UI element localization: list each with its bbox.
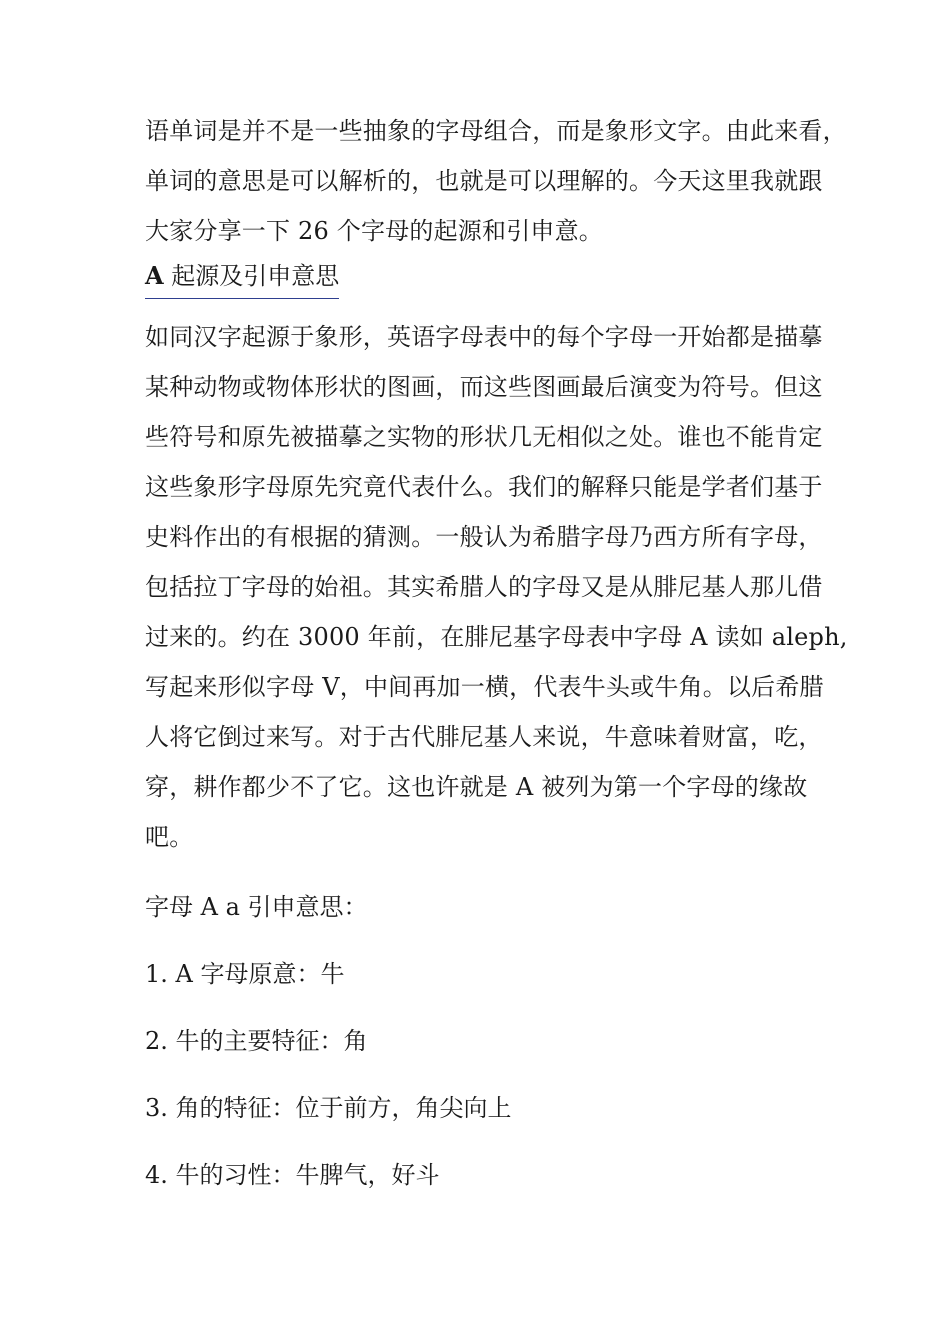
meaning-list-item: 2. 牛的主要特征：角 xyxy=(145,1027,368,1055)
intro-line: 单词的意思是可以解析的，也就是可以理解的。今天这里我就跟 xyxy=(145,167,823,195)
spacer xyxy=(145,862,815,874)
body-line: 史料作出的有根据的猜测。一般认为希腊字母乃西方所有字母， xyxy=(145,523,823,551)
body-paragraph xyxy=(145,312,848,862)
meanings-title: 字母 A a 引申意思： xyxy=(145,893,368,921)
body-line: 过来的。约在 3000 年前，在腓尼基字母表中字母 A 读如 aleph, xyxy=(145,623,848,651)
intro-paragraph xyxy=(145,106,847,256)
section-heading-letter: A xyxy=(145,261,164,290)
meaning-list-item: 3. 角的特征：位于前方，角尖向上 xyxy=(145,1094,512,1122)
section-heading-link[interactable] xyxy=(145,256,339,299)
intro-line: 语单词是并不是一些抽象的字母组合，而是象形文字。由此来看， xyxy=(145,117,847,145)
section-heading-title: 起源及引申意思 xyxy=(163,262,340,290)
body-line: 些符号和原先被描摹之实物的形状几无相似之处。谁也不能肯定 xyxy=(145,423,823,451)
body-line: 某种动物或物体形状的图画，而这些图画最后演变为符号。但这 xyxy=(145,373,823,401)
intro-line: 大家分享一下 26 个字母的起源和引申意。 xyxy=(145,217,603,245)
body-line: 穿，耕作都少不了它。这也许就是 A 被列为第一个字母的缘故 xyxy=(145,773,808,801)
body-line: 这些象形字母原先究竟代表什么。我们的解释只能是学者们基于 xyxy=(145,473,823,501)
body-line: 如同汉字起源于象形，英语字母表中的每个字母一开始都是描摹 xyxy=(145,323,823,351)
body-line: 包括拉丁字母的始祖。其实希腊人的字母又是从腓尼基人那儿借 xyxy=(145,573,823,601)
document-page xyxy=(145,106,848,1209)
body-line: 人将它倒过来写。对于古代腓尼基人来说，牛意味着财富，吃， xyxy=(145,723,823,751)
meaning-list-item: 1. A 字母原意：牛 xyxy=(145,960,345,988)
body-line: 吧。 xyxy=(145,823,194,851)
meaning-list-item: 4. 牛的习性：牛脾气，好斗 xyxy=(145,1161,440,1189)
section-heading-container xyxy=(145,256,815,312)
body-line: 写起来形似字母 V，中间再加一横，代表牛头或牛角。以后希腊 xyxy=(145,673,824,701)
